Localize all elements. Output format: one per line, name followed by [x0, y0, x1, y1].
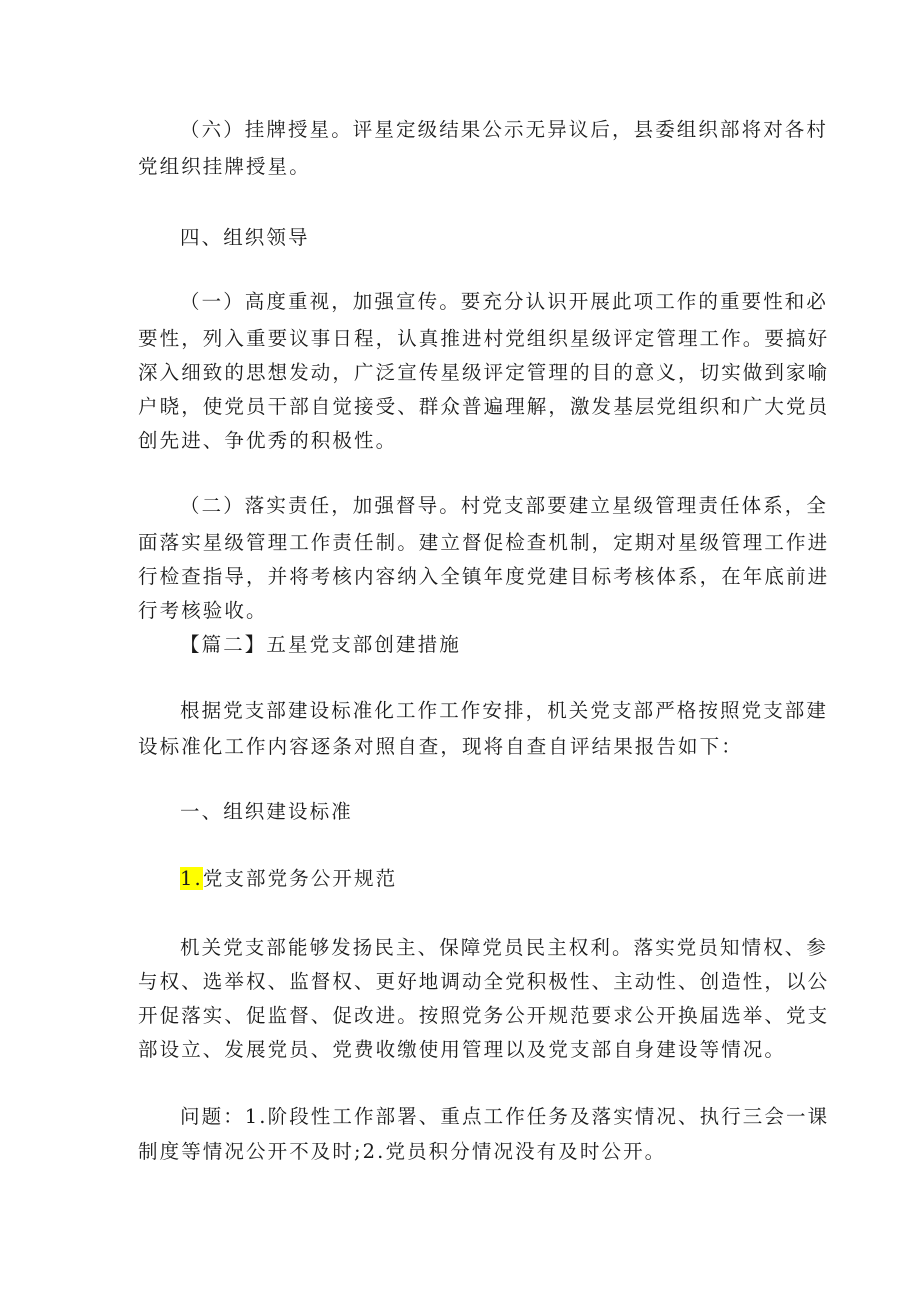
list-item-heading [180, 867, 397, 891]
paragraph-line: 制度等情况公开不及时;2.党员积分情况没有及时公开。 [138, 1140, 667, 1163]
paragraph-line: 创先进、争优秀的积极性。 [138, 429, 398, 452]
item-number-highlight: 1. [180, 867, 203, 890]
paragraph-line: 根据党支部建设标准化工作工作安排，机关党支部严格按照党支部建 [180, 699, 829, 722]
section-heading: 四、组织领导 [180, 226, 310, 249]
paragraph-line: 与权、选举权、监督权、更好地调动全党积极性、主动性、创造性，以公 [138, 970, 830, 993]
paragraph-line: 要性，列入重要议事日程，认真推进村党组织星级评定管理工作。要搞好 [138, 327, 830, 350]
item-text: 党支部党务公开规范 [202, 867, 398, 890]
paragraph-line: 行考核验收。 [138, 599, 268, 622]
paragraph-line: 户晓，使党员干部自觉接受、群众普遍理解，激发基层党组织和广大党员 [138, 395, 830, 418]
paragraph-line: 设标准化工作内容逐条对照自查，现将自查自评结果报告如下： [138, 735, 743, 758]
paragraph-line: 部设立、发展党员、党费收缴使用管理以及党支部自身建设等情况。 [138, 1038, 787, 1061]
paragraph-line: 行检查指导，并将考核内容纳入全镇年度党建目标考核体系，在年底前进 [138, 565, 830, 588]
paragraph-line: 机关党支部能够发扬民主、保障党员民主权利。落实党员知情权、参 [180, 936, 829, 959]
paragraph-line: 问题：1.阶段性工作部署、重点工作任务及落实情况、执行三会一课 [180, 1105, 830, 1128]
paragraph-line: （一）高度重视，加强宣传。要充分认识开展此项工作的重要性和必 [180, 290, 829, 313]
paragraph-line: （二）落实责任，加强督导。村党支部要建立星级管理责任体系，全 [180, 494, 829, 517]
paragraph-line: 开促落实、促监督、促改进。按照党务公开规范要求公开换届选举、党支 [138, 1004, 830, 1027]
paragraph-line: （六）挂牌授星。评星定级结果公示无异议后，县委组织部将对各村 [180, 118, 829, 141]
part-title: 【篇二】五星党支部创建措施 [180, 633, 461, 656]
paragraph-line: 党组织挂牌授星。 [138, 155, 311, 178]
paragraph-line: 面落实星级管理工作责任制。建立督促检查机制，定期对星级管理工作进 [138, 531, 830, 554]
paragraph-line: 深入细致的思想发动，广泛宣传星级评定管理的目的意义，切实做到家喻 [138, 361, 830, 384]
section-heading: 一、组织建设标准 [180, 800, 353, 823]
